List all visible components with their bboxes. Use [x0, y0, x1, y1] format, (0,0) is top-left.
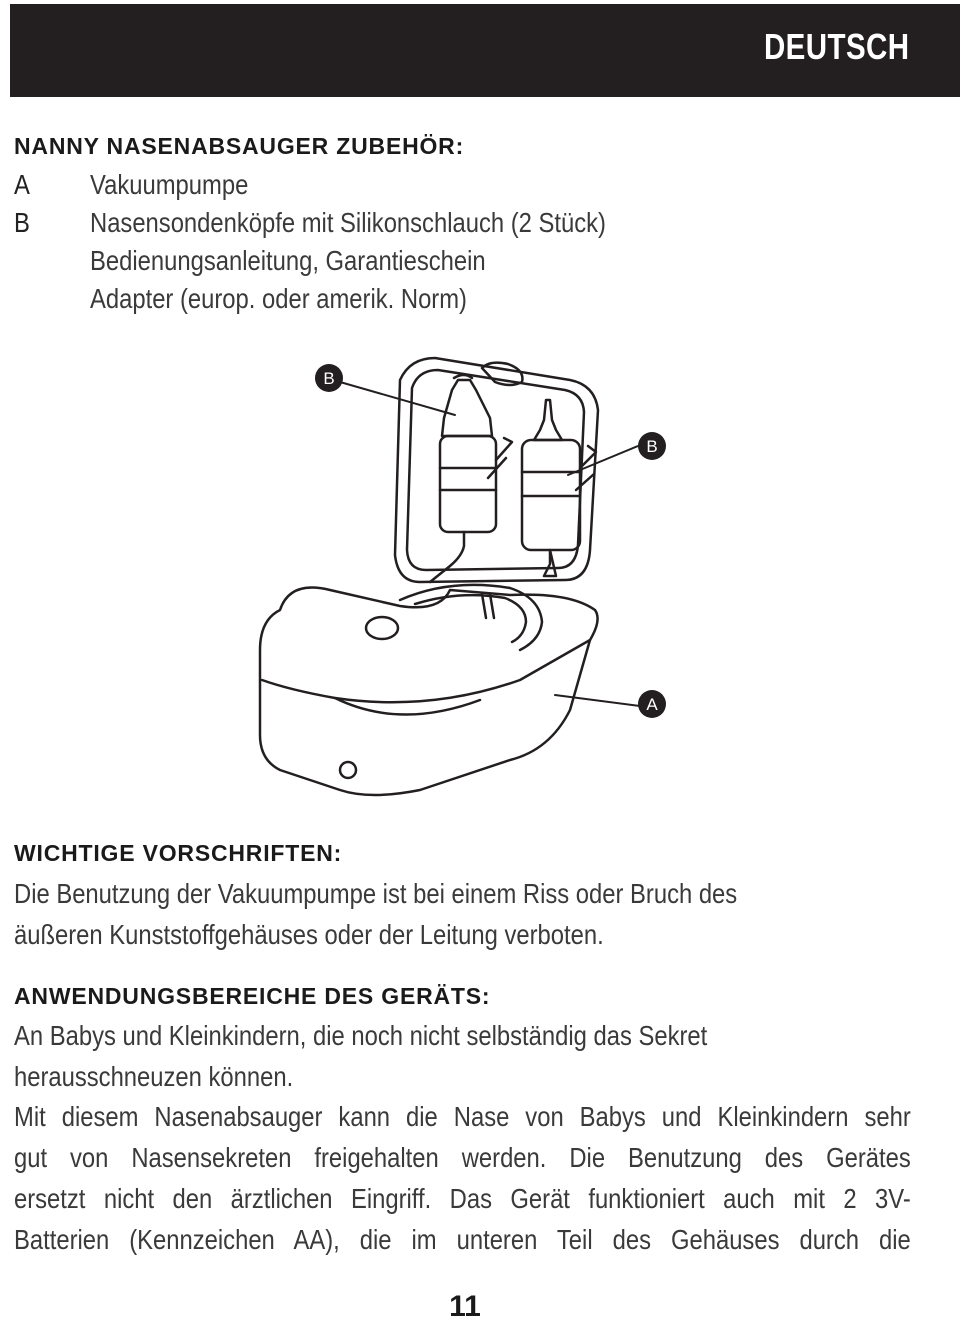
- nasal-aspirator-illustration: [250, 350, 690, 800]
- warnings-paragraph: [14, 873, 911, 955]
- warnings-heading: WICHTIGE VORSCHRIFTEN:: [14, 840, 343, 866]
- accessory-item: [14, 204, 914, 242]
- accessory-item: [14, 242, 914, 280]
- accessories-heading: NANNY NASENABSAUGER ZUBEHÖR:: [14, 133, 465, 159]
- nozzle-tube-left: [430, 532, 464, 582]
- accessory-letter: B: [14, 207, 30, 238]
- callout-label-a: A: [646, 695, 658, 714]
- callout-line-a: [555, 695, 640, 706]
- usage-line: herausschneuzen können.: [14, 1061, 294, 1092]
- page-number: 11: [449, 1290, 481, 1323]
- accessory-text: Adapter (europ. oder amerik. Norm): [90, 283, 467, 314]
- section-language-title: DEUTSCH: [764, 26, 910, 67]
- warnings-line: äußeren Kunststoffgehäuses oder der Leitung verboten.: [14, 919, 604, 950]
- header-bar: [10, 4, 960, 97]
- accessory-text: Vakuumpumpe: [90, 169, 249, 200]
- usage-heading: ANWENDUNGSBEREICHE DES GERÄTS:: [14, 983, 491, 1009]
- usage-line: Batterien (Kennzeichen AA), die im unteren Teil des Gehäuses durch die: [14, 1224, 911, 1255]
- nozzle-tip-right: [534, 400, 562, 440]
- pump-base: [260, 588, 598, 796]
- pump-power-button: [366, 617, 398, 639]
- nozzle-tube-right: [544, 550, 556, 576]
- callout-line-b-right: [568, 446, 638, 475]
- pump-socket: [340, 762, 356, 778]
- tubing-coil-inner: [415, 595, 526, 642]
- accessory-item: [14, 280, 914, 318]
- usage-line: ersetzt nicht den ärztlichen Eingriff. Das Gerät funktioniert auch mit 2 3V-: [14, 1183, 911, 1214]
- callout-label-b-left: B: [323, 369, 335, 388]
- usage-line: gut von Nasensekreten freigehalten werden. Die Benutzung des Gerätes: [14, 1142, 911, 1173]
- usage-paragraph-2: [14, 1096, 911, 1260]
- pump-base-edge: [262, 640, 590, 702]
- usage-paragraph-1: [14, 1015, 911, 1097]
- accessories-list: [14, 166, 914, 318]
- callout-line-b-left: [340, 382, 455, 415]
- nozzle-clip-left: [488, 438, 512, 478]
- accessory-item: [14, 166, 914, 204]
- nozzle-tip-left: [442, 380, 492, 436]
- nozzle-body-left: [440, 436, 496, 532]
- accessory-letter: A: [14, 169, 30, 200]
- accessory-text: Bedienungsanleitung, Garantieschein: [90, 245, 486, 276]
- accessory-text: Nasensondenköpfe mit Silikonschlauch (2 Stück): [90, 207, 606, 238]
- nozzle-tip-left-top: [454, 375, 472, 378]
- nozzle-bands-right: [522, 472, 580, 496]
- warnings-line: Die Benutzung der Vakuumpumpe ist bei einem Riss oder Bruch des: [14, 878, 738, 909]
- callout-label-b-right: B: [646, 437, 658, 456]
- tubing-connector: [482, 594, 494, 618]
- usage-line: An Babys und Kleinkindern, die noch nicht selbständig das Sekret: [14, 1020, 708, 1051]
- usage-line: Mit diesem Nasenabsauger kann die Nase von Babys und Kleinkindern sehr: [14, 1101, 911, 1132]
